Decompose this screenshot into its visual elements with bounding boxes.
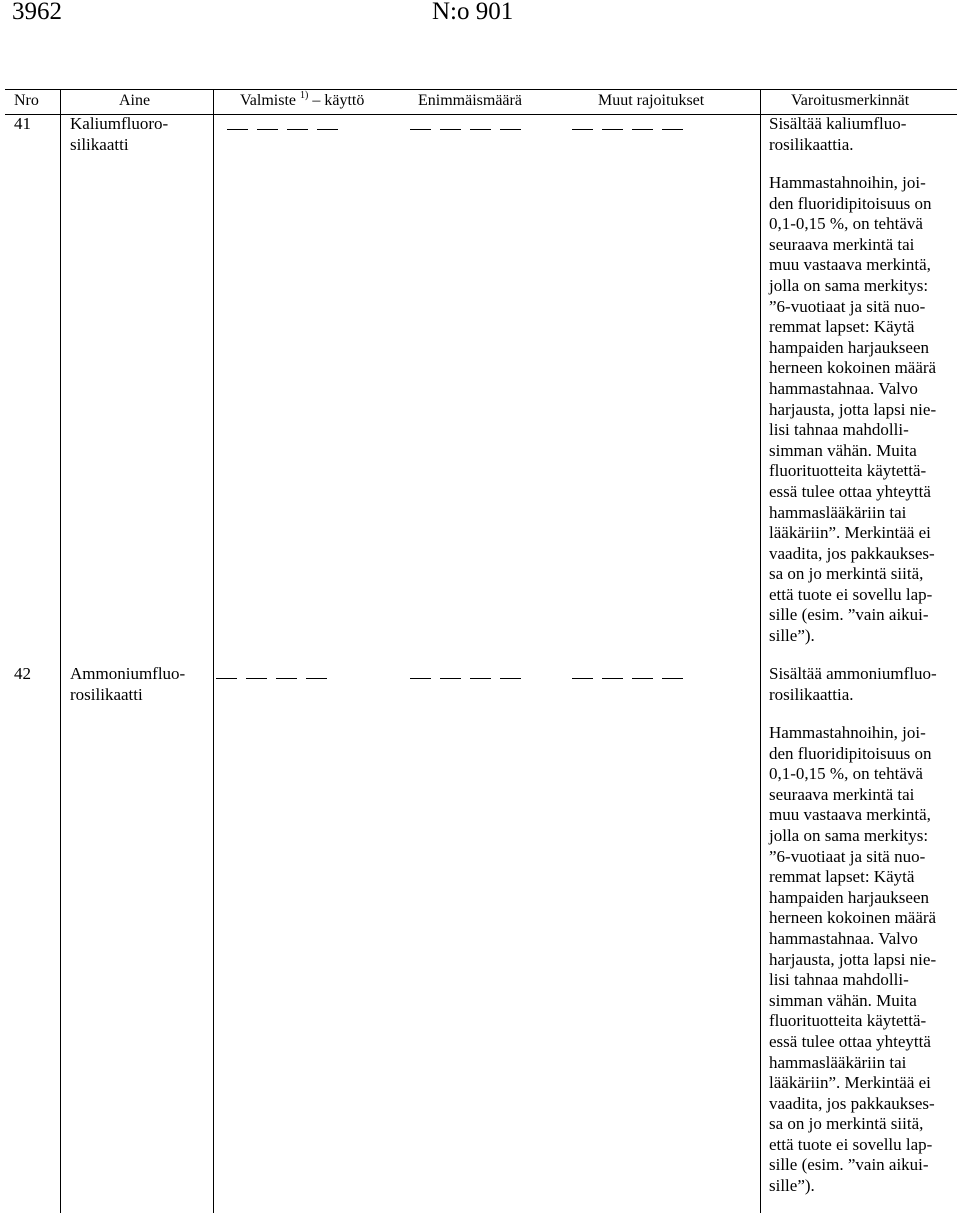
footnote-marker: 1) <box>300 90 309 101</box>
valmiste-label: Valmiste <box>240 92 296 109</box>
valmiste-suffix: – käyttö <box>312 92 365 109</box>
issue-number: N:o 901 <box>432 0 514 25</box>
column-divider <box>760 90 761 1213</box>
table-top-rule <box>5 89 957 90</box>
row-41-substance: Kaliumfluoro- silikaatti <box>70 114 169 154</box>
page-number: 3962 <box>12 0 62 25</box>
row-41-number: 41 <box>14 114 31 133</box>
row-41-restrictions-dash <box>572 129 683 130</box>
column-header-enimmaismaara: Enimmäismäärä <box>418 92 522 109</box>
column-header-muut-rajoitukset: Muut rajoitukset <box>598 92 705 109</box>
row-42-valmiste-dash <box>216 678 327 679</box>
row-41-valmiste-dash <box>227 129 338 130</box>
row-42-max-amount-dash <box>410 678 521 679</box>
row-41-max-amount-dash <box>410 129 521 130</box>
row-42-substance: Ammoniumfluo- rosilikaatti <box>70 664 186 704</box>
row-42-warning-toothpaste: Hammastahnoihin, joi- den fluoridipitoisuus on 0,1-0,15 %, on tehtävä seuraava merkintä tai muu vastaava merkintä, jolla on sama merkitys: ”6-vuotiaat ja sitä nuo- remmat lapset: Käytä hampaiden harjaukseen herneen kokoinen määrä hammastahnaa. Valvo harjausta, jotta lapsi nie- lisi tahnaa mahdolli- simman vähän. Muita fluorituotteita käytettä- essä tulee ottaa yhteyttä hammaslääkäriin tai lääkäriin”. Merkintää ei vaadita, jos pakkaukses- sa on jo merkintä siitä, että tuote ei sovellu lap- sille (esim. ”vain aikui- sille”). <box>769 723 937 1196</box>
column-header-varoitusmerkinnat: Varoitusmerkinnät <box>791 92 910 109</box>
column-divider <box>213 90 214 1213</box>
row-42-number: 42 <box>14 664 31 683</box>
column-divider <box>60 90 61 1213</box>
row-42-restrictions-dash <box>572 678 683 679</box>
row-41-warning-toothpaste: Hammastahnoihin, joi- den fluoridipitoisuus on 0,1-0,15 %, on tehtävä seuraava merkintä tai muu vastaava merkintä, jolla on sama merkitys: ”6-vuotiaat ja sitä nuo- remmat lapset: Käytä hampaiden harjaukseen herneen kokoinen määrä hammastahnaa. Valvo harjausta, jotta lapsi nie- lisi tahnaa mahdolli- simman vähän. Muita fluorituotteita käytettä- essä tulee ottaa yhteyttä hammaslääkäriin tai lääkäriin”. Merkintää ei vaadita, jos pakkaukses- sa on jo merkintä siitä, että tuote ei sovellu lap- sille (esim. ”vain aikui- sille”). <box>769 173 937 646</box>
column-header-aine: Aine <box>119 92 151 109</box>
row-42-warning-contains: Sisältää ammoniumfluo- rosilikaattia. <box>769 664 937 704</box>
row-41-warning-contains: Sisältää kaliumfluo- rosilikaattia. <box>769 114 907 154</box>
column-header-nro: Nro <box>14 92 39 109</box>
column-header-valmiste <box>240 92 364 110</box>
